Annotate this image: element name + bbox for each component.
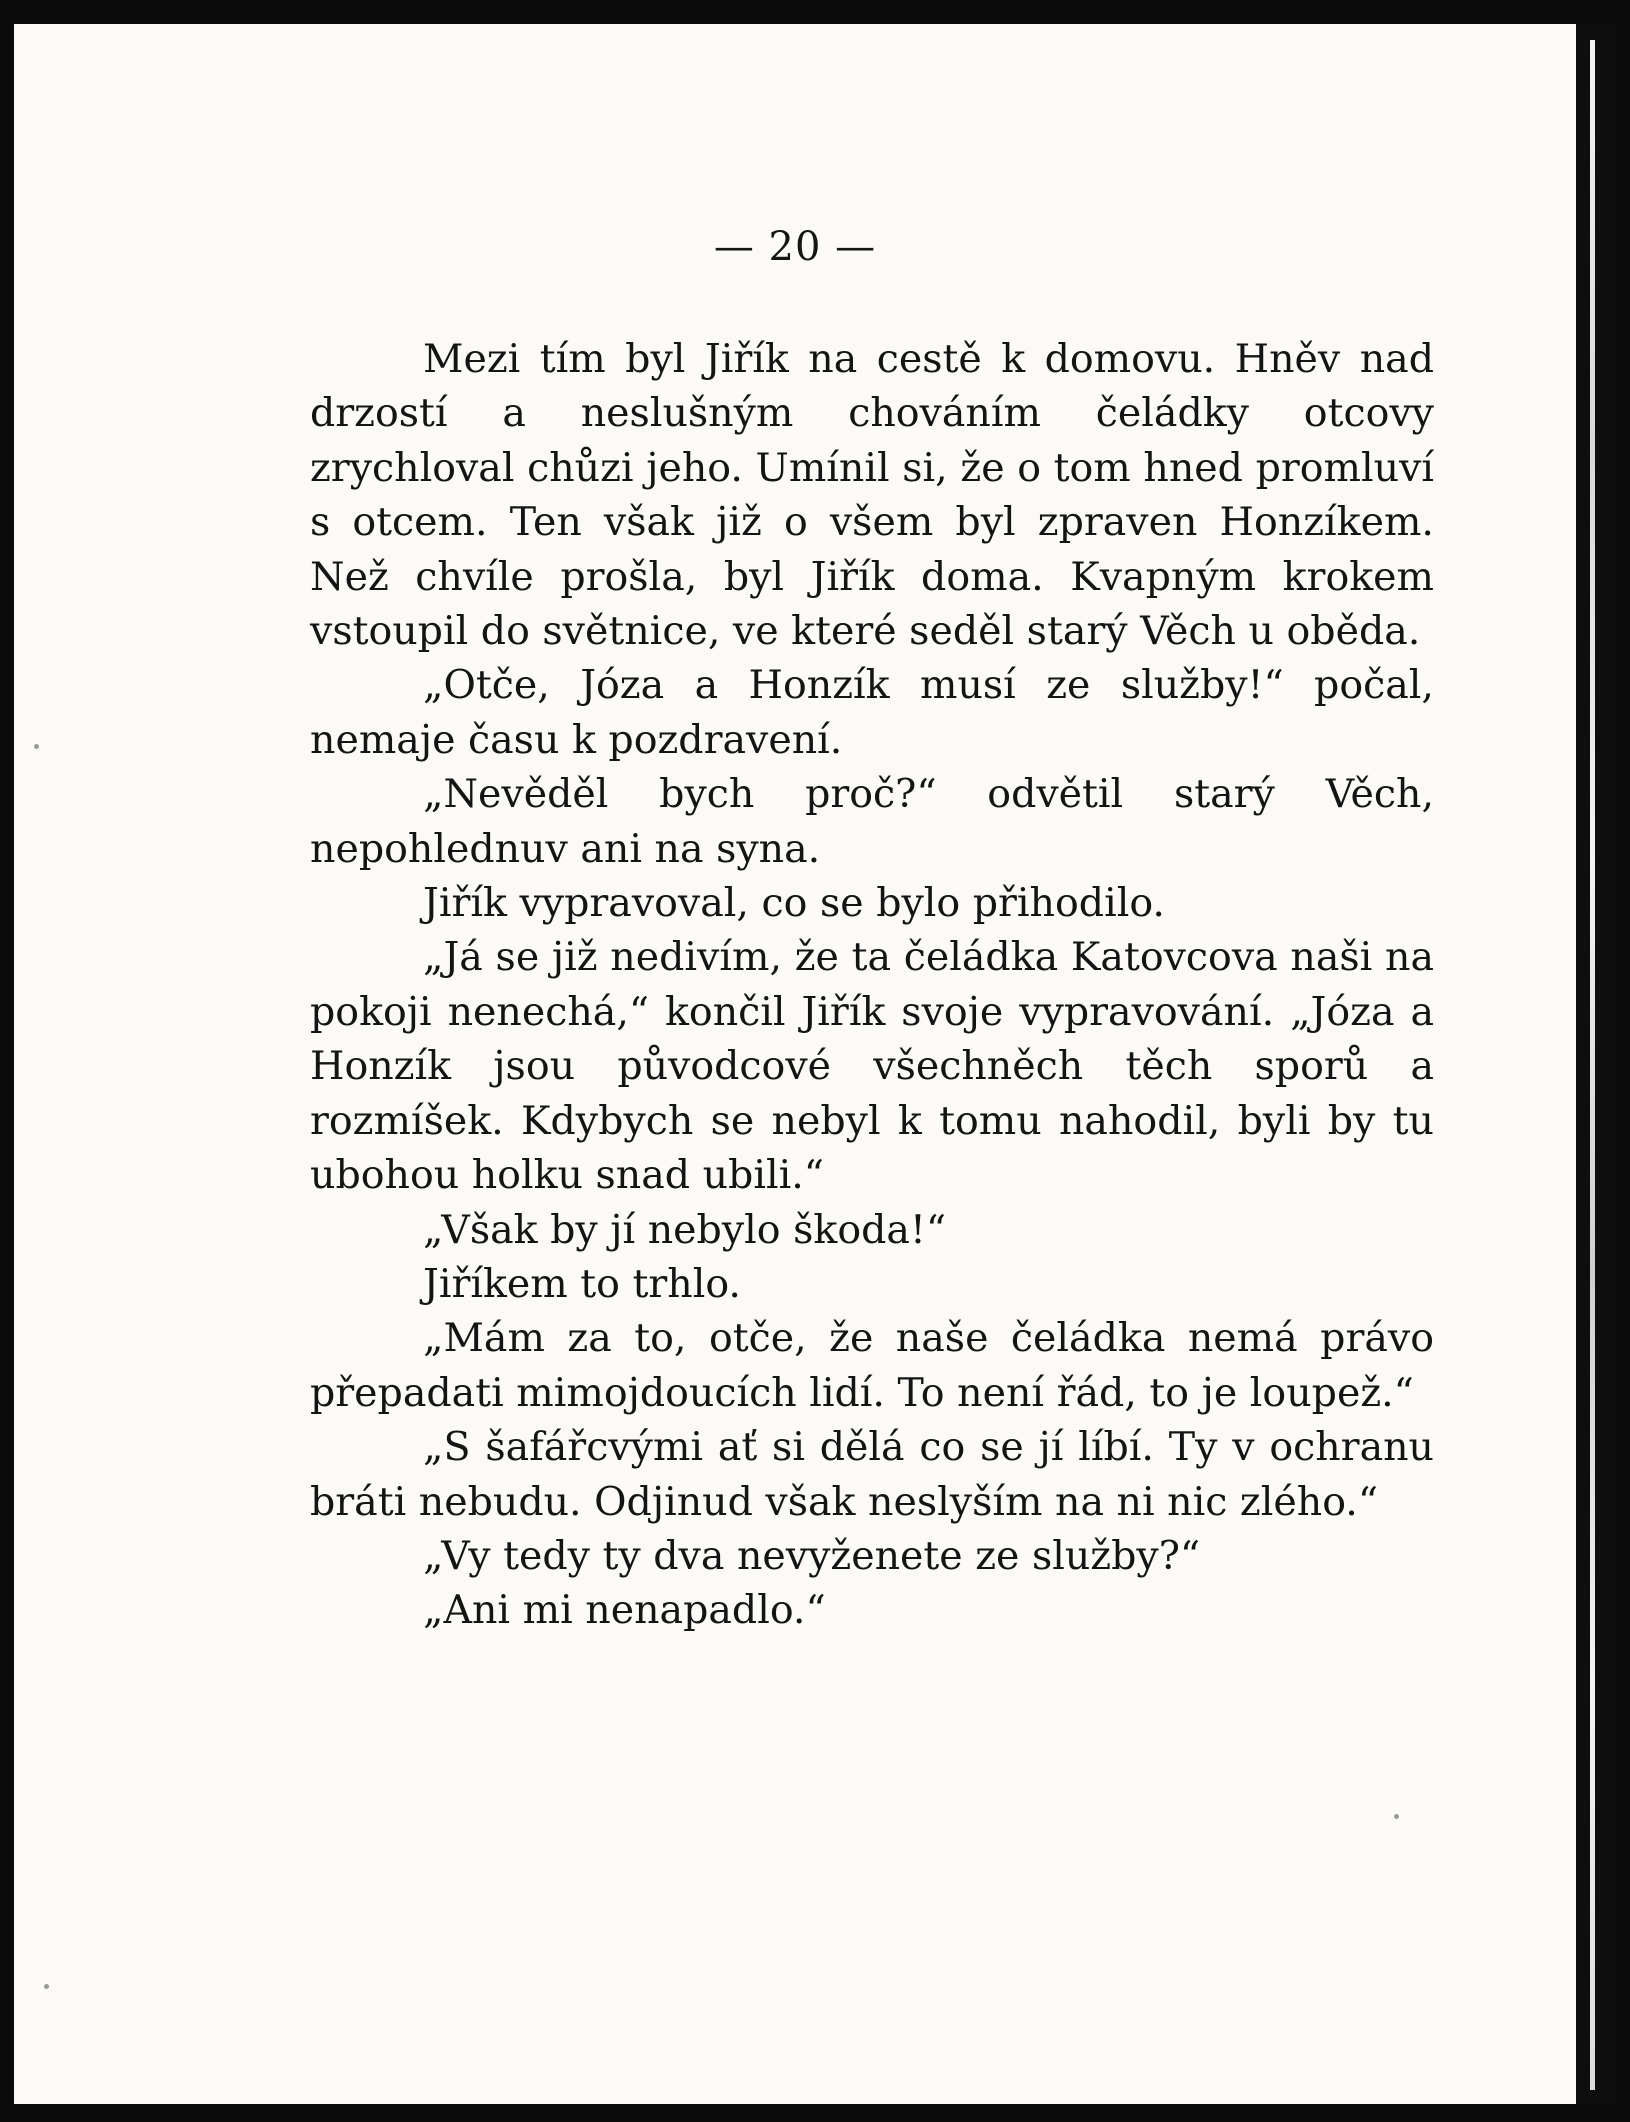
paragraph-3: „Nevěděl bych proč?“ odvětil starý Věch, nepohlednuv ani na syna. bbox=[310, 771, 1434, 872]
paragraph-2: „Otče, Józa a Honzík musí ze služby!“ počal, nemaje času k pozdravení. bbox=[310, 662, 1434, 763]
paragraph-5: „Já se již nedivím, že ta čeládka Katovcova naši na pokoji nenechá,“ končil Jiřík svoje vypravování. „Józa a Honzík jsou původcové všechněch těch sporů a rozmíšek. Kdybych se nebyl k tomu nahodil, byli by tu ubohou holku snad ubili.“ bbox=[310, 934, 1434, 1199]
paragraph-10: „Vy tedy ty dva nevyženete ze služby?“ bbox=[423, 1532, 1201, 1579]
page-edge bbox=[1576, 24, 1616, 2104]
paragraph-8: „Mám za to, otče, že naše čeládka nemá právo přepadati mimojdoucích lidí. To není řád, to je loupež.“ bbox=[310, 1315, 1434, 1416]
speck bbox=[1394, 1814, 1399, 1819]
paragraph-9: „S šafářcvými ať si dělá co se jí líbí. Ty v ochranu bráti nebudu. Odjinud však neslyším na ni nic zlého.“ bbox=[310, 1424, 1434, 1525]
binding-edge-line bbox=[1590, 40, 1595, 2090]
paragraph-6: „Však by jí nebylo škoda!“ bbox=[423, 1206, 947, 1253]
paragraph-1: Mezi tím byl Jiřík na cestě k domovu. Hněv nad drzostí a neslušným chováním čeládky otcovy zrychloval chůzi jeho. Umínil si, že o tom hned promluví s otcem. Ten však již o všem byl zpraven Honzíkem. Než chvíle prošla, byl Jiřík doma. Kvapným krokem vstoupil do světnice, ve které seděl starý Věch u oběda. bbox=[310, 336, 1434, 655]
paragraph-11: „Ani mi nenapadlo.“ bbox=[423, 1587, 826, 1634]
body-text bbox=[310, 332, 1434, 1638]
speck bbox=[34, 744, 39, 749]
page-number: — 20 — bbox=[713, 224, 877, 270]
book-page bbox=[14, 24, 1576, 2104]
paragraph-7: Jiříkem to trhlo. bbox=[423, 1260, 741, 1307]
paragraph-4: Jiřík vypravoval, co se bylo přihodilo. bbox=[423, 880, 1165, 927]
speck bbox=[44, 1984, 49, 1989]
